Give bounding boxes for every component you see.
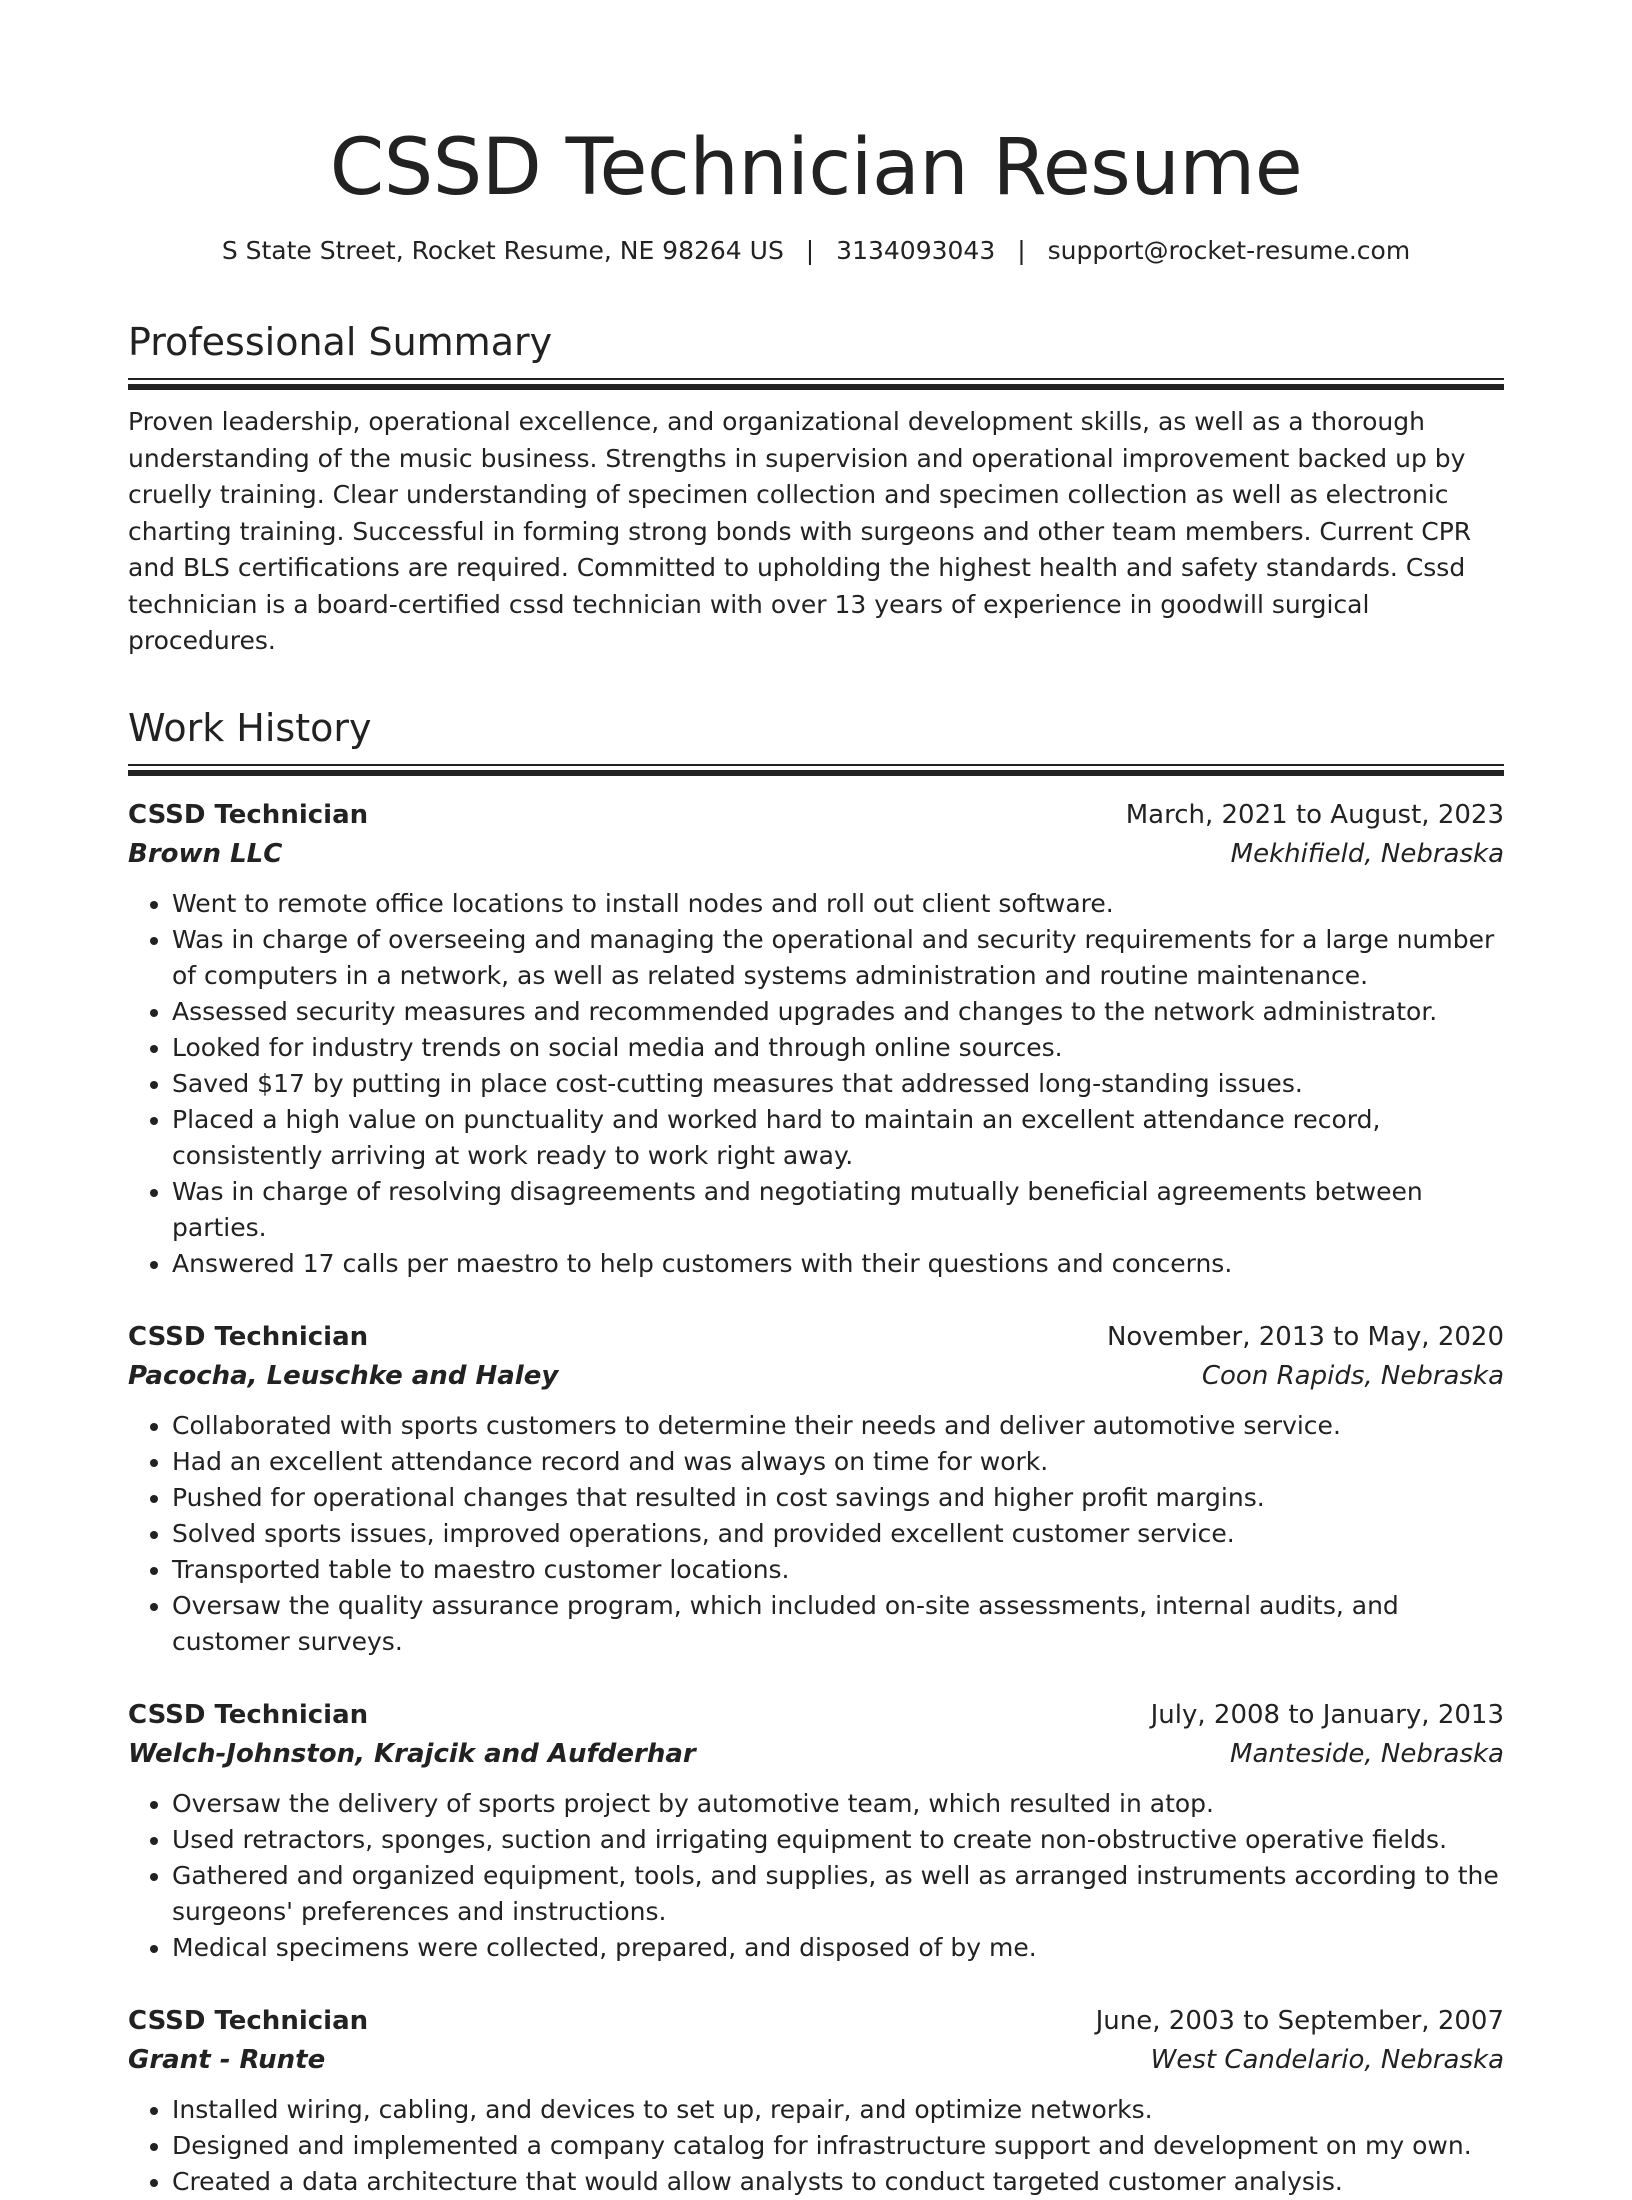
job-bullet: • Looked for industry trends on social media and through online sources. (172, 1030, 1504, 1066)
job-bullets (128, 1408, 1504, 1660)
work-history-section (128, 704, 1504, 2200)
job-entry (128, 1318, 1504, 1660)
job-title: CSSD Technician (128, 1321, 369, 1352)
job-bullet: • Had an excellent attendance record and was always on time for work. (172, 1444, 1504, 1480)
job-title: CSSD Technician (128, 2005, 369, 2036)
job-bullet: • Collaborated with sports customers to determine their needs and deliver automotive service. (172, 1408, 1504, 1444)
job-title: CSSD Technician (128, 1699, 369, 1730)
job-bullet: • Was in charge of resolving disagreements and negotiating mutually beneficial agreements between parties. (172, 1174, 1504, 1246)
job-bullets (128, 2092, 1504, 2200)
summary-heading: Professional Summary (128, 320, 553, 364)
job-bullet: • Designed and implemented a company catalog for infrastructure support and development on my own. (172, 2128, 1504, 2164)
job-bullet: • Oversaw the delivery of sports project by automotive team, which resulted in atop. (172, 1786, 1504, 1822)
contact-phone: 3134093043 (836, 236, 996, 265)
job-bullet: • Installed wiring, cabling, and devices to set up, repair, and optimize networks. (172, 2092, 1504, 2128)
contact-separator: | (805, 236, 815, 265)
job-bullet: • Medical specimens were collected, prepared, and disposed of by me. (172, 1930, 1504, 1966)
section-divider (128, 764, 1504, 776)
job-dates: November, 2013 to May, 2020 (1106, 1321, 1504, 1352)
job-location: Manteside, Nebraska (1230, 1738, 1504, 1769)
job-bullet: • Saved $17 by putting in place cost-cutting measures that addressed long-standing issues. (172, 1066, 1504, 1102)
contact-line (128, 234, 1504, 268)
job-bullet: • Was in charge of overseeing and managing the operational and security requirements for a large number of computers in a network, as well as related systems administration and routine maintenance. (172, 922, 1504, 994)
job-dates: June, 2003 to September, 2007 (1095, 2005, 1504, 2036)
job-bullet: • Assessed security measures and recommended upgrades and changes to the network administrator. (172, 994, 1504, 1030)
job-company: Brown LLC (128, 838, 283, 869)
job-bullet: • Answered 17 calls per maestro to help customers with their questions and concerns. (172, 1246, 1504, 1282)
job-company: Welch-Johnston, Krajcik and Aufderhar (128, 1738, 696, 1769)
job-bullet: • Oversaw the quality assurance program, which included on-site assessments, internal audits, and customer surveys. (172, 1588, 1504, 1660)
summary-section (128, 318, 1504, 660)
job-location: Coon Rapids, Nebraska (1201, 1360, 1504, 1391)
job-entry (128, 796, 1504, 1282)
work-history-heading: Work History (128, 705, 372, 750)
job-bullet: • Used retractors, sponges, suction and irrigating equipment to create non-obstructive operative fields. (172, 1822, 1504, 1858)
job-bullet: • Went to remote office locations to install nodes and roll out client software. (172, 886, 1504, 922)
job-company: Grant - Runte (128, 2044, 326, 2075)
job-bullets (128, 886, 1504, 1282)
job-bullet: • Solved sports issues, improved operations, and provided excellent customer service. (172, 1516, 1504, 1552)
job-title: CSSD Technician (128, 799, 369, 830)
job-bullets (128, 1786, 1504, 1966)
job-company: Pacocha, Leuschke and Haley (128, 1360, 559, 1391)
job-bullet: • Gathered and organized equipment, tools, and supplies, as well as arranged instruments according to the surgeons' preferences and instructions. (172, 1858, 1504, 1930)
contact-email: support@rocket-resume.com (1047, 236, 1411, 265)
job-entry (128, 1696, 1504, 1966)
job-dates: July, 2008 to January, 2013 (1150, 1699, 1504, 1730)
contact-address: S State Street, Rocket Resume, NE 98264 US (221, 236, 784, 265)
job-bullet: • Pushed for operational changes that resulted in cost savings and higher profit margins. (172, 1480, 1504, 1516)
summary-text: Proven leadership, operational excellence, and organizational development skills, as well as a thorough understanding of the music business. Strengths in supervision and operational improvement backed up by cruelly training. Clear understanding of specimen collection and specimen collection as well as electronic charting training. Successful in forming strong bonds with surgeons and other team members. Current CPR and BLS certifications are required. Committed to upholding the highest health and safety standards. Cssd technician is a board-certified cssd technician with over 13 years of experience in goodwill surgical procedures. (128, 407, 1472, 655)
job-bullet: • Transported table to maestro customer locations. (172, 1552, 1504, 1588)
section-divider (128, 378, 1504, 390)
contact-separator: | (1017, 236, 1026, 265)
job-location: West Candelario, Nebraska (1150, 2044, 1504, 2075)
job-location: Mekhifield, Nebraska (1230, 838, 1504, 869)
resume-title: CSSD Technician Resume (329, 123, 1303, 213)
job-bullet: • Placed a high value on punctuality and worked hard to maintain an excellent attendance record, consistently arriving at work ready to work right away. (172, 1102, 1504, 1174)
job-entry (128, 2002, 1504, 2200)
job-dates: March, 2021 to August, 2023 (1125, 799, 1504, 830)
job-bullet: • Created a data architecture that would allow analysts to conduct targeted customer analysis. (172, 2164, 1504, 2200)
